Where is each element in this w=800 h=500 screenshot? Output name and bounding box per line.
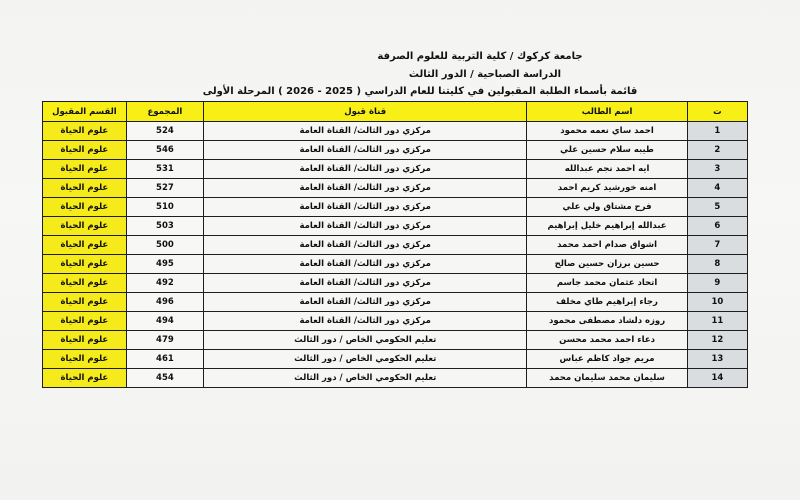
cell-channel: مركزي دور الثالث/ القناة العامة bbox=[204, 198, 527, 217]
cell-total: 527 bbox=[126, 179, 203, 198]
cell-name: روزه دلشاد مصطفى محمود bbox=[527, 312, 687, 331]
cell-total: 531 bbox=[126, 160, 203, 179]
cell-name: طيبه سلام حسين علي bbox=[527, 141, 687, 160]
cell-seq: 10 bbox=[687, 293, 747, 312]
cell-dept: علوم الحياة bbox=[43, 369, 127, 388]
university-college-heading: جامعة كركوك / كلية التربية للعلوم الصرفة bbox=[377, 51, 583, 62]
cell-dept: علوم الحياة bbox=[43, 255, 127, 274]
table-row bbox=[43, 369, 748, 388]
cell-dept: علوم الحياة bbox=[43, 274, 127, 293]
cell-channel: مركزي دور الثالث/ القناة العامة bbox=[204, 274, 527, 293]
cell-seq: 4 bbox=[687, 179, 747, 198]
cell-name: عبدالله إبراهيم خليل إبراهيم bbox=[527, 217, 687, 236]
table-row bbox=[43, 293, 748, 312]
cell-name: امنه خورشيد كريم احمد bbox=[527, 179, 687, 198]
cell-total: 454 bbox=[126, 369, 203, 388]
cell-dept: علوم الحياة bbox=[43, 217, 127, 236]
cell-seq: 1 bbox=[687, 122, 747, 141]
cell-dept: علوم الحياة bbox=[43, 350, 127, 369]
table-header-row bbox=[43, 102, 748, 122]
cell-channel: مركزي دور الثالث/ القناة العامة bbox=[204, 236, 527, 255]
cell-channel: مركزي دور الثالث/ القناة العامة bbox=[204, 293, 527, 312]
table-row bbox=[43, 141, 748, 160]
cell-channel: تعليم الحكومي الخاص / دور الثالث bbox=[204, 369, 527, 388]
cell-seq: 11 bbox=[687, 312, 747, 331]
cell-channel: مركزي دور الثالث/ القناة العامة bbox=[204, 217, 527, 236]
cell-total: 479 bbox=[126, 331, 203, 350]
header-name: اسم الطالب bbox=[527, 102, 687, 122]
list-title-heading: قائمة بأسماء الطلبة المقبولين في كليتنا للعام الدراسي ( 2025 - 2026 ) المرحلة الأولى bbox=[202, 86, 638, 97]
cell-dept: علوم الحياة bbox=[43, 198, 127, 217]
cell-channel: مركزي دور الثالث/ القناة العامة bbox=[204, 179, 527, 198]
cell-channel: مركزي دور الثالث/ القناة العامة bbox=[204, 160, 527, 179]
cell-total: 495 bbox=[126, 255, 203, 274]
cell-seq: 2 bbox=[687, 141, 747, 160]
cell-dept: علوم الحياة bbox=[43, 141, 127, 160]
cell-channel: تعليم الحكومي الخاص / دور الثالث bbox=[204, 350, 527, 369]
cell-name: رجاء إبراهيم طاي مخلف bbox=[527, 293, 687, 312]
cell-channel: تعليم الحكومي الخاص / دور الثالث bbox=[204, 331, 527, 350]
cell-total: 492 bbox=[126, 274, 203, 293]
cell-channel: مركزي دور الثالث/ القناة العامة bbox=[204, 312, 527, 331]
cell-name: سليمان محمد سليمان محمد bbox=[527, 369, 687, 388]
table-row bbox=[43, 274, 748, 293]
cell-name: اشواق صدام احمد محمد bbox=[527, 236, 687, 255]
cell-dept: علوم الحياة bbox=[43, 331, 127, 350]
table-row bbox=[43, 350, 748, 369]
admitted-students-table bbox=[42, 101, 748, 388]
table-row bbox=[43, 198, 748, 217]
cell-total: 500 bbox=[126, 236, 203, 255]
cell-seq: 12 bbox=[687, 331, 747, 350]
header-dept: القسم المقبول bbox=[43, 102, 127, 122]
cell-name: دعاء احمد محمد محسن bbox=[527, 331, 687, 350]
cell-dept: علوم الحياة bbox=[43, 122, 127, 141]
cell-dept: علوم الحياة bbox=[43, 293, 127, 312]
cell-seq: 5 bbox=[687, 198, 747, 217]
cell-channel: مركزي دور الثالث/ القناة العامة bbox=[204, 122, 527, 141]
header-channel: قناة قبول bbox=[204, 102, 527, 122]
cell-dept: علوم الحياة bbox=[43, 160, 127, 179]
cell-total: 461 bbox=[126, 350, 203, 369]
table-row bbox=[43, 160, 748, 179]
cell-name: مريم جواد كاظم عباس bbox=[527, 350, 687, 369]
cell-seq: 13 bbox=[687, 350, 747, 369]
cell-total: 494 bbox=[126, 312, 203, 331]
cell-total: 510 bbox=[126, 198, 203, 217]
cell-channel: مركزي دور الثالث/ القناة العامة bbox=[204, 255, 527, 274]
table-row bbox=[43, 236, 748, 255]
table-row bbox=[43, 312, 748, 331]
cell-seq: 3 bbox=[687, 160, 747, 179]
table-row bbox=[43, 331, 748, 350]
cell-seq: 8 bbox=[687, 255, 747, 274]
table-row bbox=[43, 179, 748, 198]
cell-total: 524 bbox=[126, 122, 203, 141]
cell-seq: 6 bbox=[687, 217, 747, 236]
cell-name: حسين برزان حسين صالح bbox=[527, 255, 687, 274]
cell-seq: 14 bbox=[687, 369, 747, 388]
header-total: المجموع bbox=[126, 102, 203, 122]
cell-seq: 9 bbox=[687, 274, 747, 293]
cell-channel: مركزي دور الثالث/ القناة العامة bbox=[204, 141, 527, 160]
cell-dept: علوم الحياة bbox=[43, 179, 127, 198]
table-row bbox=[43, 217, 748, 236]
cell-dept: علوم الحياة bbox=[43, 312, 127, 331]
cell-total: 503 bbox=[126, 217, 203, 236]
cell-name: فرح مشتاق ولي علي bbox=[527, 198, 687, 217]
header-seq: ت bbox=[687, 102, 747, 122]
table-row bbox=[43, 255, 748, 274]
cell-total: 496 bbox=[126, 293, 203, 312]
cell-dept: علوم الحياة bbox=[43, 236, 127, 255]
study-session-heading: الدراسة الصباحية / الدور الثالث bbox=[408, 69, 562, 80]
cell-name: احمد ساي نعمه محمود bbox=[527, 122, 687, 141]
cell-seq: 7 bbox=[687, 236, 747, 255]
cell-name: اتحاد عثمان محمد جاسم bbox=[527, 274, 687, 293]
cell-total: 546 bbox=[126, 141, 203, 160]
cell-name: ايه احمد نجم عبدالله bbox=[527, 160, 687, 179]
table-row bbox=[43, 122, 748, 141]
